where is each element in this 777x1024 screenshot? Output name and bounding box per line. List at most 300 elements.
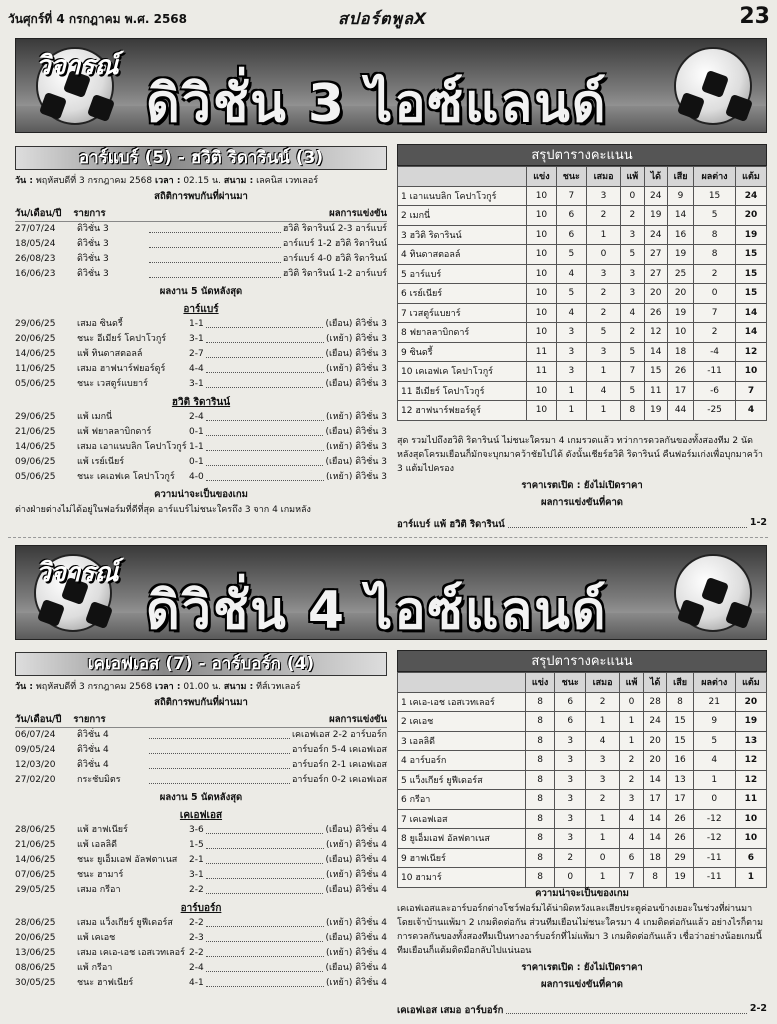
team-cell: 2 เมกนี่ [398, 206, 527, 226]
form-venue: (เยือน) ดิวิชั่น 3 [325, 457, 387, 467]
team-cell: 8 ยูเอ็มเอฟ อัลฟตาเนส [398, 829, 526, 849]
form-date: 13/06/25 [15, 948, 56, 958]
form-venue: (เหย้า) ดิวิชั่น 4 [326, 870, 387, 880]
h2h-result: อาร์แบร์ 1-2 ฮวิติ ริดารินน์ [282, 239, 387, 249]
table-row [398, 731, 767, 751]
dot-leader [206, 317, 324, 328]
form-opponent: แพ้ เอลลิดี [77, 840, 117, 850]
stat-cell: 10 [527, 225, 556, 245]
form-row [15, 332, 387, 347]
team-cell: 1 เอาแนบลิก โคปาโวกูร์ [398, 186, 527, 206]
team-cell: 10 เคเอฟเค โคปาโวกูร์ [398, 362, 527, 382]
prediction-score: 1-2 [749, 517, 767, 528]
form-date: 28/06/25 [15, 825, 56, 835]
table-row [398, 790, 767, 810]
stat-cell: -11 [693, 868, 735, 888]
form-list-b [15, 916, 387, 991]
banner-title: ดิวิชั่น 4 ไอซ์แลนด์ [146, 581, 608, 640]
stat-cell: 5 [621, 342, 645, 362]
h2h-header: วัน/เดือน/ปี รายการ ผลการแข่งขัน [15, 712, 387, 728]
table-row [398, 362, 767, 382]
h2h-result: อาร์บอร์ก 0-2 เคเอฟเอส [291, 775, 387, 785]
form-title: ผลงาน 5 นัดหลังสุด [159, 792, 243, 803]
table-row [398, 303, 767, 323]
form-opponent: ชนะ เวสตูร์แบยาร์ [77, 379, 148, 389]
team-cell: 4 อาร์บอร์ก [398, 751, 526, 771]
standings-title: สรุปตารางคะแนน [397, 144, 767, 166]
stat-cell: 7 [620, 868, 644, 888]
stat-cell: 4 [621, 303, 645, 323]
form-venue: (เยือน) ดิวิชั่น 3 [325, 349, 387, 359]
stat-cell: 5 [621, 245, 645, 265]
dot-leader [206, 440, 324, 451]
form-score: 0-1 [189, 457, 204, 467]
form-venue: (เหย้า) ดิวิชั่น 3 [326, 442, 387, 452]
h2h-row [15, 743, 387, 758]
dot-leader [206, 362, 324, 373]
stat-cell: 1 [586, 712, 620, 732]
stat-cell: 1 [586, 868, 620, 888]
stat-cell: 8 [525, 868, 555, 888]
stat-cell: 26 [667, 809, 693, 829]
form-score: 2-2 [189, 918, 204, 928]
team-a-name: อาร์แบร์ [183, 304, 219, 315]
form-opponent: ชนะ อีเมียร์ โคปาโวกูร์ [77, 334, 167, 344]
stat-cell: 3 [555, 751, 586, 771]
dot-leader [149, 222, 281, 233]
table-header: แพ้ [621, 167, 645, 187]
h2h-list [15, 222, 387, 282]
table-row [398, 751, 767, 771]
form-venue: (เยือน) ดิวิชั่น 4 [325, 825, 387, 835]
stat-cell: 3 [586, 751, 620, 771]
prediction-title: ผลการแข่งขันที่คาด [541, 497, 623, 508]
stat-cell: -11 [694, 362, 736, 382]
table-row [398, 245, 767, 265]
match-title: เคเอฟเอส (7) - อาร์บอร์ก (4) [15, 652, 387, 676]
stat-cell: 20 [643, 751, 666, 771]
stat-cell: 10 [667, 323, 693, 343]
table-header-row [398, 167, 767, 187]
form-opponent: แพ้ กรีอา [77, 963, 113, 973]
form-venue: (เยือน) ดิวิชั่น 3 [325, 319, 387, 329]
table-row [398, 809, 767, 829]
form-opponent: เสมอ ซินดรี้ [77, 319, 123, 329]
stat-cell: 11 [735, 790, 766, 810]
team-cell: 9 ซินดรี้ [398, 342, 527, 362]
stat-cell: 14 [735, 323, 766, 343]
form-score: 1-1 [189, 319, 204, 329]
stat-cell: 9 [667, 186, 693, 206]
team-cell: 6 เรย์เนียร์ [398, 284, 527, 304]
stat-cell: 44 [667, 401, 693, 421]
h2h-date: 18/05/24 [15, 239, 56, 249]
standings-1 [397, 144, 767, 421]
form-opponent: เสมอ กรีอา [77, 885, 121, 895]
form-venue: (เยือน) ดิวิชั่น 3 [325, 427, 387, 437]
dot-leader [149, 773, 290, 784]
stat-cell: 0 [621, 186, 645, 206]
h2h-row [15, 267, 387, 282]
form-row [15, 931, 387, 946]
form-opponent: ชนะ ฮามาร์ [77, 870, 124, 880]
stat-cell: 4 [556, 303, 586, 323]
table-header: แข่ง [527, 167, 556, 187]
form-date: 29/06/25 [15, 319, 56, 329]
table-row [398, 381, 767, 401]
stat-cell: 7 [694, 303, 736, 323]
stat-cell: 27 [644, 264, 667, 284]
team-cell: 4 ทินดาสตอลล์ [398, 245, 527, 265]
form-row [15, 853, 387, 868]
h2h-competition: ดิวิชั่น 3 [77, 269, 109, 279]
stat-cell: 15 [667, 731, 693, 751]
stat-cell: 19 [667, 868, 693, 888]
match-title: อาร์แบร์ (5) - ฮวิติ ริดารินน์ (3) [15, 146, 387, 170]
prediction-title: ผลการแข่งขันที่คาด [541, 979, 623, 990]
dot-leader [206, 410, 324, 421]
form-score: 2-3 [189, 933, 204, 943]
stat-cell: 15 [644, 362, 667, 382]
team-cell: 12 ฮาฟนาร์ฟยอร์ดูร์ [398, 401, 527, 421]
stat-cell: 6 [555, 712, 586, 732]
football-icon [674, 554, 752, 632]
prediction-row [397, 517, 767, 532]
form-score: 1-1 [189, 442, 204, 452]
form-opponent: ชนะ ฮาฟเนียร์ [77, 978, 134, 988]
stat-cell: 10 [527, 206, 556, 226]
h2h-competition: ดิวิชั่น 4 [77, 730, 109, 740]
form-score: 2-7 [189, 349, 204, 359]
table-header: เสมอ [587, 167, 621, 187]
team-cell: 11 อีเมียร์ โคปาโวกูร์ [398, 381, 527, 401]
stat-cell: 1 [586, 809, 620, 829]
form-date: 08/06/25 [15, 963, 56, 973]
section-banner-div3 [15, 38, 767, 133]
rate-text: ราคาเรตเปิด : ยังไม่เปิดราคา [521, 962, 643, 973]
stat-cell: 10 [527, 401, 556, 421]
stat-cell: 15 [735, 245, 766, 265]
stat-cell: 18 [643, 848, 666, 868]
h2h-competition: ดิวิชั่น 3 [77, 254, 109, 264]
analysis-text: สุด รวมไปถึงฮวิติ ริดารินน์ ไม่ชนะใครมา 4 เกมรวดแล้ว ทว่าการดวลกันของทั้งสองทีม 2 นัดหลังสุดโครมเยือนก็มักจะบุกมาคว้าชัยไปได้ ดังนั้นเชียร์ฮวิติ ริดารินน์ คืนฟอร์มเก่งเพื่อบุกมาคว้า 3 แต้มไปครอง [397, 436, 763, 474]
form-opponent: ชนะ เคเอฟเค โคปาโวกูร์ [77, 472, 175, 482]
form-opponent: แพ้ ฟยาลลาบิกดาร์ [77, 427, 152, 437]
team-cell: 7 เคเอฟเอส [398, 809, 526, 829]
team-cell: 3 เอลลิดี [398, 731, 526, 751]
standings-table [397, 166, 767, 421]
standings-2 [397, 650, 767, 888]
table-row [398, 206, 767, 226]
dot-leader [149, 252, 281, 263]
standings-table [397, 672, 767, 888]
form-date: 30/05/25 [15, 978, 56, 988]
form-venue: (เยือน) ดิวิชั่น 4 [325, 855, 387, 865]
stat-cell: 3 [555, 770, 586, 790]
match-info: วัน : พฤหัสบดีที่ 3 กรกฎาคม 2568 เวลา : 02.15 น. สนาม : เลคนิส เวทเลอร์ [15, 176, 319, 186]
h2h-date: 12/03/20 [15, 760, 56, 770]
table-header: เสีย [667, 673, 693, 693]
table-header: ผลต่าง [693, 673, 735, 693]
stat-cell: 19 [735, 225, 766, 245]
table-header: แต้ม [735, 673, 766, 693]
form-score: 4-0 [189, 472, 204, 482]
form-date: 05/06/25 [15, 472, 56, 482]
team-cell: 1 เคเอ-เอช เอสเวทเลอร์ [398, 692, 526, 712]
stat-cell: 8 [525, 692, 555, 712]
form-row [15, 976, 387, 991]
stat-cell: 10 [735, 362, 766, 382]
prob-title: ความน่าจะเป็นของเกม [154, 489, 248, 500]
analysis-1 [397, 430, 767, 510]
dot-leader [206, 916, 324, 927]
form-row [15, 455, 387, 470]
issue-date: วันศุกร์ที่ 4 กรกฎาคม พ.ศ. 2568 [8, 12, 187, 26]
match-preview-1 [15, 146, 387, 517]
table-row [398, 401, 767, 421]
stat-cell: 24 [644, 186, 667, 206]
form-score: 3-6 [189, 825, 204, 835]
stat-cell: 2 [587, 206, 621, 226]
team-cell: 6 กรีอา [398, 790, 526, 810]
stat-cell: 10 [735, 809, 766, 829]
stat-cell: 5 [556, 245, 586, 265]
dot-leader [206, 377, 324, 388]
stat-cell: 5 [693, 731, 735, 751]
stat-cell: 14 [735, 303, 766, 323]
stat-cell: 5 [587, 323, 621, 343]
form-date: 07/06/25 [15, 870, 56, 880]
stat-cell: 3 [621, 264, 645, 284]
table-header: ได้ [643, 673, 666, 693]
stat-cell: 2 [586, 692, 620, 712]
form-score: 3-1 [189, 379, 204, 389]
team-cell: 3 ฮวิติ ริดารินน์ [398, 225, 527, 245]
stat-cell: 8 [525, 731, 555, 751]
stat-cell: 3 [555, 809, 586, 829]
form-score: 0-1 [189, 427, 204, 437]
table-header: ชนะ [555, 673, 586, 693]
stat-cell: 24 [644, 225, 667, 245]
stat-cell: 8 [525, 751, 555, 771]
team-a-name: เคเอฟเอส [179, 810, 223, 821]
stat-cell: 8 [694, 245, 736, 265]
form-row [15, 838, 387, 853]
stat-cell: 15 [667, 712, 693, 732]
football-icon [674, 47, 752, 125]
table-header: เสีย [667, 167, 693, 187]
stat-cell: 1 [556, 381, 586, 401]
page-header [8, 4, 770, 30]
stat-cell: 4 [693, 751, 735, 771]
stat-cell: -12 [693, 829, 735, 849]
table-header: แต้ม [735, 167, 766, 187]
stat-cell: 20 [643, 731, 666, 751]
table-header: ได้ [644, 167, 667, 187]
stat-cell: 26 [667, 829, 693, 849]
team-cell: 7 เวสตูร์แบยาร์ [398, 303, 527, 323]
form-venue: (เหย้า) ดิวิชั่น 4 [326, 840, 387, 850]
table-row [398, 264, 767, 284]
form-score: 4-4 [189, 364, 204, 374]
form-date: 05/06/25 [15, 379, 56, 389]
prediction-row [397, 1003, 767, 1018]
form-venue: (เยือน) ดิวิชั่น 4 [325, 963, 387, 973]
dot-leader [149, 267, 281, 278]
h2h-competition: ดิวิชั่น 3 [77, 239, 109, 249]
stat-cell: 4 [587, 381, 621, 401]
stat-cell: 15 [694, 186, 736, 206]
stat-cell: 25 [667, 264, 693, 284]
table-header: ชนะ [556, 167, 586, 187]
stat-cell: 3 [555, 790, 586, 810]
stat-cell: 16 [667, 225, 693, 245]
table-row [398, 342, 767, 362]
dot-leader [149, 728, 290, 739]
h2h-result: อาร์แบร์ 4-0 ฮวิติ ริดารินน์ [282, 254, 387, 264]
stat-cell: 3 [587, 264, 621, 284]
form-title: ผลงาน 5 นัดหลังสุด [159, 286, 243, 297]
stat-cell: 10 [527, 186, 556, 206]
stat-cell: 17 [667, 381, 693, 401]
stat-cell: 0 [555, 868, 586, 888]
stat-cell: 10 [527, 381, 556, 401]
match-info: วัน : พฤหัสบดีที่ 3 กรกฎาคม 2568 เวลา : 01.00 น. สนาม : ทีส์เวทเลอร์ [15, 682, 301, 692]
dot-leader [206, 425, 324, 436]
section-divider [8, 537, 768, 538]
form-score: 2-1 [189, 855, 204, 865]
table-row [398, 712, 767, 732]
stat-cell: 14 [644, 342, 667, 362]
h2h-row [15, 758, 387, 773]
form-opponent: เสมอ เคเอ-เอช เอสเวทเลอร์ [77, 948, 185, 958]
form-date: 14/06/25 [15, 442, 56, 452]
stat-cell: 2 [586, 790, 620, 810]
dot-leader [206, 853, 324, 864]
stat-cell: 1 [587, 225, 621, 245]
team-cell: 5 แว็งเกียร์ ยูฟีเดอร์ส [398, 770, 526, 790]
stat-cell: -6 [694, 381, 736, 401]
stat-cell: 24 [735, 186, 766, 206]
form-date: 14/06/25 [15, 349, 56, 359]
stat-cell: 17 [667, 790, 693, 810]
standings-title: สรุปตารางคะแนน [397, 650, 767, 672]
dot-leader [206, 931, 324, 942]
stat-cell: 2 [694, 323, 736, 343]
stat-cell: 18 [667, 342, 693, 362]
table-row [398, 829, 767, 849]
dot-leader [206, 961, 324, 972]
form-date: 20/06/25 [15, 933, 56, 943]
prob-text: ต่างฝ่ายต่างไม่ได้อยู่ในฟอร์มที่ดีที่สุด อาร์แบร์ไม่ชนะใครถึง 3 จาก 4 เกมหลัง [15, 505, 311, 515]
stat-cell: 19 [735, 712, 766, 732]
stat-cell: 3 [621, 225, 645, 245]
form-venue: (เยือน) ดิวิชั่น 4 [325, 933, 387, 943]
form-row [15, 823, 387, 838]
form-venue: (เหย้า) ดิวิชั่น 3 [326, 472, 387, 482]
form-date: 28/06/25 [15, 918, 56, 928]
form-row [15, 347, 387, 362]
stat-cell: 19 [667, 303, 693, 323]
stat-cell: 10 [527, 303, 556, 323]
stat-cell: 19 [644, 206, 667, 226]
stat-cell: 9 [693, 712, 735, 732]
stat-cell: 7 [556, 186, 586, 206]
form-row [15, 362, 387, 377]
stat-cell: 7 [621, 362, 645, 382]
stat-cell: 8 [694, 225, 736, 245]
form-venue: (เหย้า) ดิวิชั่น 3 [326, 334, 387, 344]
dot-leader [206, 838, 324, 849]
h2h-date: 06/07/24 [15, 730, 56, 740]
stat-cell: 3 [556, 323, 586, 343]
h2h-row [15, 728, 387, 743]
stat-cell: 1 [693, 770, 735, 790]
team-cell: 9 ฮาฟเนียร์ [398, 848, 526, 868]
stat-cell: 15 [735, 284, 766, 304]
form-opponent: แพ้ เมกนี่ [77, 412, 113, 422]
stat-cell: 3 [587, 342, 621, 362]
stat-cell: 29 [667, 848, 693, 868]
form-row [15, 425, 387, 440]
stat-cell: 12 [735, 342, 766, 362]
stat-cell: 5 [556, 284, 586, 304]
stat-cell: 19 [667, 245, 693, 265]
stat-cell: 17 [643, 790, 666, 810]
stat-cell: 8 [621, 401, 645, 421]
stat-cell: 7 [735, 381, 766, 401]
stat-cell: 14 [667, 206, 693, 226]
form-venue: (เหย้า) ดิวิชั่น 4 [326, 918, 387, 928]
h2h-date: 27/02/20 [15, 775, 56, 785]
form-date: 20/06/25 [15, 334, 56, 344]
stat-cell: 19 [644, 401, 667, 421]
dot-leader [149, 743, 290, 754]
form-opponent: แพ้ ฮาฟเนียร์ [77, 825, 128, 835]
stat-cell: 8 [525, 829, 555, 849]
form-list-a [15, 317, 387, 392]
form-row [15, 961, 387, 976]
stat-cell: 13 [667, 770, 693, 790]
stat-cell: 2 [587, 303, 621, 323]
banner-title: ดิวิชั่น 3 ไอซ์แลนด์ [146, 74, 608, 133]
table-header: ผลต่าง [694, 167, 736, 187]
h2h-date: 27/07/24 [15, 224, 56, 234]
team-b-name: อาร์บอร์ก [180, 903, 222, 914]
stat-cell: 8 [525, 770, 555, 790]
table-header-row [398, 673, 767, 693]
h2h-row [15, 773, 387, 788]
h2h-title: สถิติการพบกันที่ผ่านมา [154, 191, 248, 202]
stat-cell: 4 [620, 829, 644, 849]
stat-cell: 2 [620, 751, 644, 771]
stat-cell: 4 [586, 731, 620, 751]
form-row [15, 868, 387, 883]
form-opponent: เสมอ แว็งเกียร์ ยูฟีเดอร์ส [77, 918, 173, 928]
h2h-date: 16/06/23 [15, 269, 56, 279]
h2h-title: สถิติการพบกันที่ผ่านมา [154, 697, 248, 708]
stat-cell: 3 [620, 790, 644, 810]
stat-cell: 6 [556, 225, 586, 245]
dot-leader [206, 332, 324, 343]
table-header: เสมอ [586, 673, 620, 693]
form-venue: (เหย้า) ดิวิชั่น 3 [326, 364, 387, 374]
stat-cell: 15 [735, 264, 766, 284]
stat-cell: 8 [525, 712, 555, 732]
form-date: 29/06/25 [15, 412, 56, 422]
team-cell: 5 อาร์แบร์ [398, 264, 527, 284]
stat-cell: 3 [621, 284, 645, 304]
